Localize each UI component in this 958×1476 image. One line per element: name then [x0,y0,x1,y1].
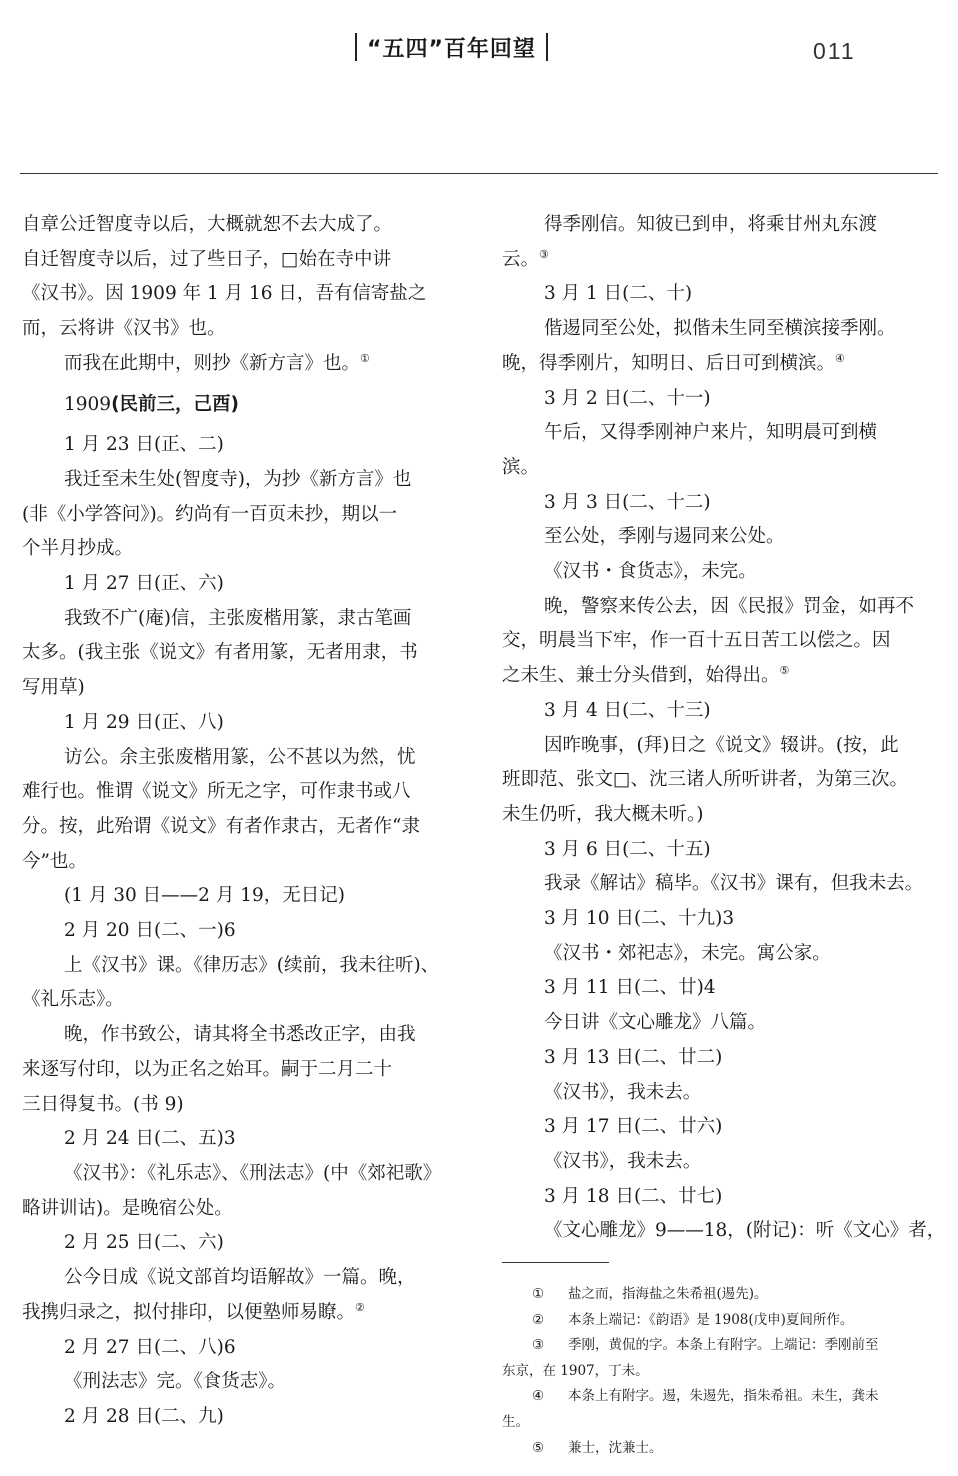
footnote-text: 本条上端记：《韵语》是 1908(戊申)夏间所作。 [568,1311,854,1328]
text-line [502,798,937,833]
line-text: 2 月 24 日(二、五)3 [64,1128,236,1150]
text-line [502,937,937,972]
line-text: 3 月 11 日(二、廿)4 [544,977,716,999]
date-line [502,902,937,937]
line-text: 2 月 28 日(二、九) [64,1405,224,1427]
line-text: 公今日成《说文部首均语解故》一篇。晚， [64,1267,416,1289]
line-text: (非《小学答问》)。约尚有一百页未抄，期以一 [22,503,398,525]
line-text: 我录《解诂》稿毕。《汉书》课有，但我未去。 [544,873,924,895]
footnote-line [502,1359,938,1385]
text-line [502,312,937,347]
date-line [22,567,457,602]
line-text: 3 月 13 日(二、廿二) [544,1046,723,1068]
date-line [502,486,937,521]
text-line [22,741,457,776]
date-line [502,1110,937,1145]
date-line [502,382,937,417]
year-era: (民前三，己酉) [111,393,240,415]
date-line [502,1041,937,1076]
text-line [22,636,457,671]
text-line [22,498,457,533]
line-text: 自迁智度寺以后，过了些日子，□始在寺中讲 [22,248,391,270]
text-line [22,1192,457,1227]
text-line [502,867,937,902]
text-line [22,312,457,347]
text-line [502,347,937,382]
footnote-mark: ② [532,1311,545,1328]
footnote-marker: ③ [539,247,549,261]
footnote-text: 季刚，黄侃的字。本条上有附字。上端记：季刚前至 [568,1337,879,1354]
year-heading [22,388,457,423]
text-line [502,659,937,694]
line-text: 《汉书》，我未去。 [544,1081,702,1103]
line-text: (1 月 30 日——2 月 19，无日记) [64,885,345,907]
text-line [502,520,937,555]
text-line [502,451,937,486]
line-text: 3 月 2 日(二、十一) [544,387,711,409]
line-text: 难行也。惟谓《说文》所无之字，可作隶书或八 [22,781,411,803]
text-line [502,1145,937,1180]
text-line [502,416,937,451]
footnote-line [502,1436,938,1462]
line-text: 而我在此期中，则抄《新方言》也。 [64,352,361,374]
line-text: 而，云将讲《汉书》也。 [22,318,226,340]
line-text: 2 月 20 日(二、一)6 [64,920,236,942]
footnote-text: 兼士，沈兼士。 [568,1439,663,1456]
footnote-text: 本条上有附字。逷，朱逷先，指朱希祖。未生，龚未 [568,1388,879,1405]
line-text: 个半月抄成。 [22,538,134,560]
date-line [22,1400,457,1435]
text-line [22,671,457,706]
date-line [502,694,937,729]
line-text: 《刑法志》完。《食货志》。 [64,1371,287,1393]
date-line [502,833,937,868]
text-line [22,845,457,880]
line-text: 3 月 17 日(二、廿六) [544,1116,723,1138]
text-line [22,277,457,312]
footnote-text: 盐之而，指海盐之朱希祖(逷先)。 [568,1286,768,1302]
date-line [502,1180,937,1215]
line-text: 我携归录之，拟付排印，以便塾师易瞭。 [22,1301,356,1323]
footnote-marker: ④ [835,351,845,365]
line-text: 晚，得季刚片，知明日、后日可到横滨。 [502,352,836,374]
date-line [22,706,457,741]
line-text: 《汉书》，我未去。 [544,1150,702,1172]
line-text: 班即范、张文□、沈三诸人所听讲者，为第三次。 [502,769,908,791]
line-text: 我迁至未生处(智度寺)，为抄《新方言》也 [64,468,412,490]
line-text: 《汉书》。因 1909 年 1 月 16 日，吾有信寄盐之 [22,283,427,305]
line-text: 《汉书》：《礼乐志》、《刑法志》(中《郊祀歌》 [64,1162,442,1184]
footnote-mark: ④ [532,1388,545,1405]
text-line [22,1088,457,1123]
left-entries [22,428,457,1434]
footnote-text: 东京，在 1907，丁未。 [502,1362,649,1379]
header-rule [20,173,938,174]
left-column [22,208,457,1435]
date-line [22,1226,457,1261]
footnote-line [502,1410,938,1436]
line-text: 交，明晨当下牢，作一百十五日苦工以偿之。因 [502,630,891,652]
year-number: 1909 [64,393,112,415]
line-text: 《汉书・郊祀志》，未完。寓公家。 [544,942,831,964]
line-text: 1 月 29 日(正、八) [64,711,224,733]
date-line [502,971,937,1006]
text-line [22,1296,457,1331]
text-line [22,347,457,382]
line-text: 因昨晚事，(拜)日之《说文》辍讲。(按，此 [544,734,899,756]
text-line [502,208,937,243]
text-line [502,624,937,659]
text-line [502,729,937,764]
line-text: 3 月 4 日(二、十三) [544,699,711,721]
text-line [22,243,457,278]
footnote-mark: ⑤ [532,1439,545,1456]
text-line [22,532,457,567]
right-column [502,208,946,1249]
date-line [22,879,457,914]
footnote-line [502,1282,938,1308]
line-text: 我致不广(庵)信，主张废楷用篆，隶古笔画 [64,607,412,629]
line-text: 来逐写付印，以为正名之始耳。嗣于二月二十 [22,1058,393,1080]
text-line [502,1076,937,1111]
date-line [22,1331,457,1366]
running-title-text: “五四”百年回望 [367,36,536,62]
text-line [22,1018,457,1053]
footnote-rule [502,1262,609,1263]
footnote-marker: ① [360,351,370,365]
page-header [0,0,958,175]
line-text: 略讲训诂)。是晚宿公处。 [22,1197,233,1219]
title-right-bar [546,33,548,61]
footnotes [502,1282,938,1461]
date-line [22,428,457,463]
text-line [502,590,937,625]
footnote-marker: ② [355,1300,365,1314]
line-text: 自章公迁智度寺以后，大概就恕不去大成了。 [22,214,393,235]
line-text: 滨。 [502,456,540,478]
line-text: 3 月 3 日(二、十二) [544,491,711,513]
date-line [502,277,937,312]
line-text: 2 月 27 日(二、八)6 [64,1336,236,1358]
line-text: 偕逷同至公处，拟偕未生同至横滨接季刚。 [544,318,896,340]
line-text: 《汉书・食货志》，未完。 [544,561,757,583]
footnote-mark: ③ [532,1337,545,1354]
text-line [22,983,457,1018]
line-text: 午后，又得季刚神户来片，知明晨可到横 [544,422,878,444]
line-text: 太多。(我主张《说文》有者用篆，无者用隶，书 [22,642,418,664]
line-text: 上《汉书》课。《律历志》(续前，我未往听)、 [64,954,440,976]
line-text: 今日讲《文心雕龙》八篇。 [544,1012,767,1034]
line-text: 3 月 10 日(二、十九)3 [544,908,735,930]
line-text: 云。 [502,248,540,270]
page-number: 011 [813,38,856,64]
line-text: 访公。余主张废楷用篆，公不甚以为然，忧 [64,746,416,768]
line-text: 三日得复书。(书 9) [22,1093,184,1115]
line-text: 得季刚信。知彼已到申，将乘甘州丸东渡 [544,214,878,235]
footnote-text: 生。 [502,1413,529,1430]
text-line [502,1214,946,1249]
line-text: 分。按，此殆谓《说文》有者作隶古，无者作“隶 [22,815,420,837]
text-line [22,775,457,810]
text-line [22,949,457,984]
text-line [502,243,937,278]
text-line [22,810,457,845]
line-text: 1 月 23 日(正、二) [64,434,224,456]
text-line [22,1157,457,1192]
line-text: 之未生、兼士分头借到，始得出。 [502,665,780,687]
text-line [22,1261,457,1296]
text-line [22,1053,457,1088]
text-line [22,208,457,243]
running-title [355,32,548,62]
line-text: 晚，作书致公，请其将全书悉改正字，由我 [64,1024,416,1046]
date-line [22,914,457,949]
text-line [502,1006,937,1041]
line-text: 写用草) [22,677,85,699]
line-text: 今”也。 [22,850,87,872]
line-text: 1 月 27 日(正、六) [64,573,224,595]
text-line [502,763,937,798]
line-text: 《文心雕龙》9——18，(附记)：听《文心》者， [544,1220,946,1242]
line-text: 未生仍听，我大概未听。) [502,803,704,825]
line-text: 2 月 25 日(二、六) [64,1232,224,1254]
left-intro [22,208,457,382]
text-line [22,463,457,498]
footnote-line [502,1308,938,1334]
line-text: 3 月 6 日(二、十五) [544,838,711,860]
line-text: 至公处，季刚与逷同来公处。 [544,526,785,548]
footnote-line [502,1333,938,1359]
footnote-marker: ⑤ [779,663,790,677]
line-text: 3 月 1 日(二、十) [544,283,693,305]
text-line [22,602,457,637]
footnote-line [502,1384,938,1410]
title-left-bar [355,33,357,61]
line-text: 晚，警察来传公去，因《民报》罚金，如再不 [544,595,915,617]
date-line [22,1122,457,1157]
line-text: 《礼乐志》。 [22,989,124,1011]
text-line [502,555,937,590]
text-line [22,1365,457,1400]
footnote-mark: ① [532,1286,545,1302]
line-text: 3 月 18 日(二、廿七) [544,1185,723,1207]
